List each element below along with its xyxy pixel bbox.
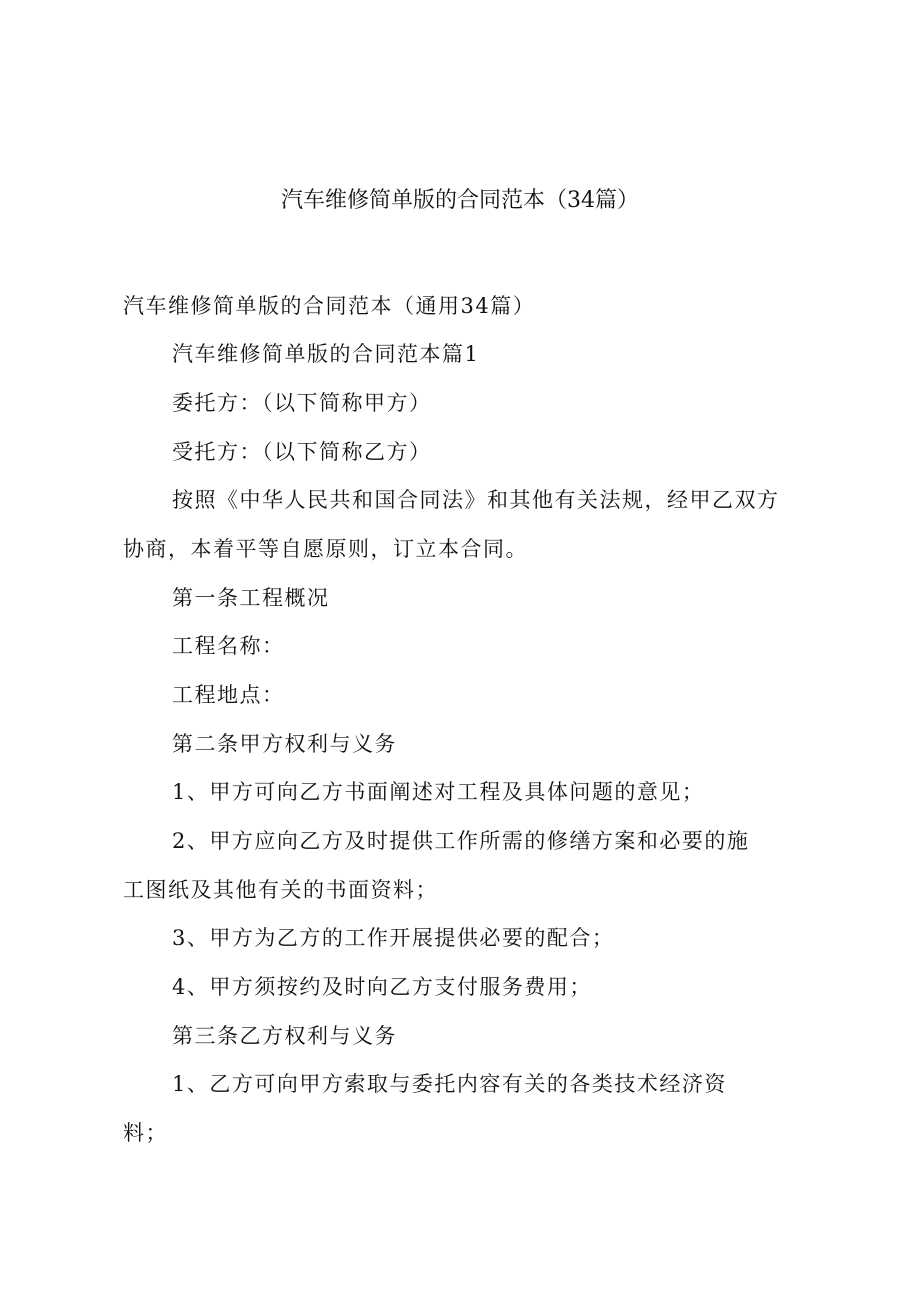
article-heading: 第三条乙方权利与义务 (172, 1024, 397, 1048)
document-subtitle: 汽车维修简单版的合同范本（通用34篇） (123, 294, 536, 318)
paragraph-line: 工程名称： (172, 634, 285, 658)
list-item: 1、甲方可向乙方书面阐述对工程及具体问题的意见； (172, 780, 705, 804)
paragraph-line: 受托方：（以下简称乙方） (172, 440, 432, 464)
document-title: 汽车维修简单版的合同范本（34篇） (281, 188, 639, 213)
article-heading: 第一条工程概况 (172, 586, 330, 610)
paragraph-line: 委托方：（以下简称甲方） (172, 391, 432, 415)
article-heading: 第二条甲方权利与义务 (172, 732, 397, 756)
list-item: 3、甲方为乙方的工作开展提供必要的配合； (172, 926, 615, 950)
list-item: 1、乙方可向甲方索取与委托内容有关的各类技术经济资 (172, 1072, 727, 1096)
list-item: 4、甲方须按约及时向乙方支付服务费用； (172, 975, 592, 999)
paragraph-line: 按照《中华人民共和国合同法》和其他有关法规，经甲乙双方 (172, 488, 780, 512)
paragraph-line: 工程地点： (172, 683, 285, 707)
list-item: 2、甲方应向乙方及时提供工作所需的修缮方案和必要的施 (172, 829, 750, 853)
list-item-continued: 料； (123, 1121, 168, 1145)
list-item-continued: 工图纸及其他有关的书面资料； (123, 878, 438, 902)
paragraph-line: 协商，本着平等自愿原则，订立本合同。 (123, 537, 528, 561)
section-heading: 汽车维修简单版的合同范本篇1 (172, 342, 480, 366)
